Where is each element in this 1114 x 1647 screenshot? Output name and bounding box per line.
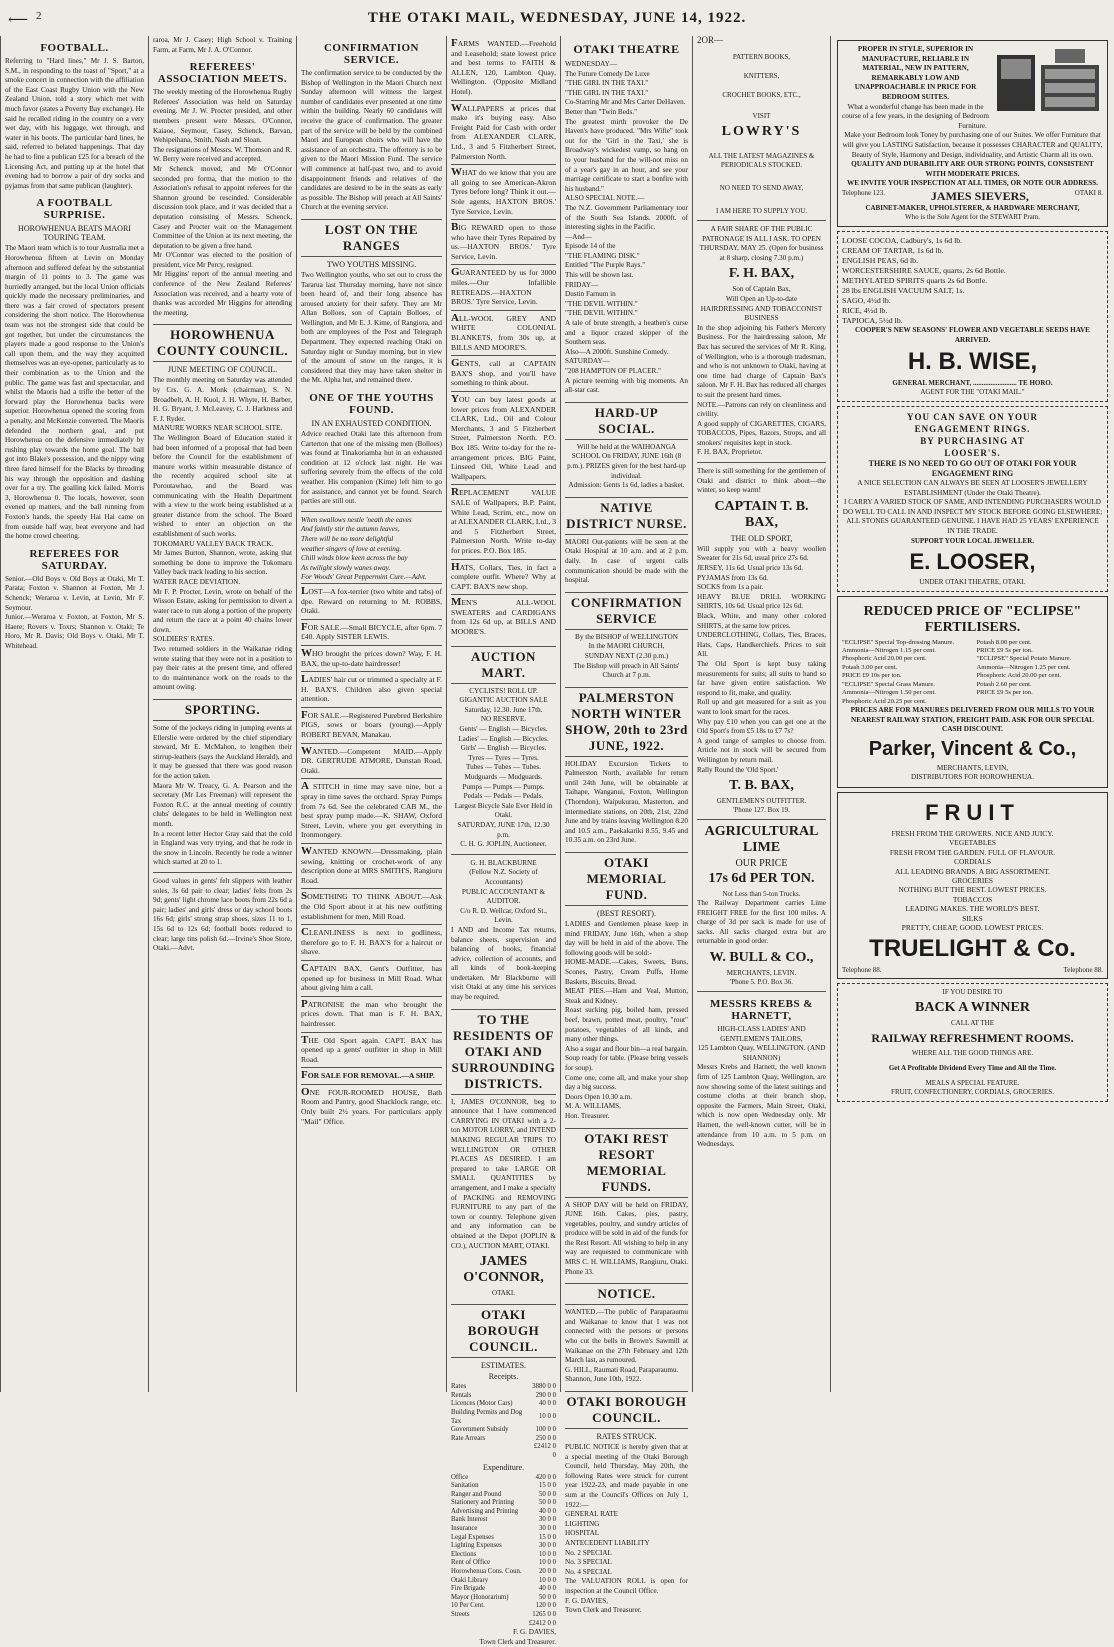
- surprise-article: The Maori team which is to tour Australia met a Horowhenua fifteen at Levin on Monday afternoon and suffered defeat by the substantial margin of 11 points to 3. The game was hurriedly arranged, but the local Union officials quickly made the necessary preliminaries, and there was a fair crowd of spectators present considering the short notice. The Horowhenua team was not the strongest side that could be got together, but under the circumstances the players made a good response to the Union's call upon them, and the way they acquitted themselves was an eye-opener, particularly as to their combination as to the Union and the public. The game was fast and spectacular, and whilst the Maoris had a trifle the better of the forward play the Horowhenua backs were superior. Horowhenua opened the scoring from a penalty, and McKenzie converted. The Maoris defended the northern goal, and put Horowhenua on the defensive immediately by rushing play towards the home goal. The ball got into Blake's possession, and the nippy wing three fared himself for the Blacks by threading his way through the opposition and dashing over for a try. The goalling kick failed. Morris 3, Horowhenua 0. The locals, however, soon evened up matters, and the ball running from Foxton's hands, the speedy Hai Hai came on from outside half way, beat everyone and had the home crowd cheering.: [5, 244, 144, 541]
- table-cell-label: Fire Brigade: [451, 1585, 486, 1593]
- confirmation-heading: CONFIRMATION SERVICE.: [323, 42, 419, 66]
- table-row: [451, 1392, 556, 1401]
- truelight-telephone: Telephone 88.: [842, 966, 882, 975]
- arrow-left-icon: ⟵: [8, 13, 29, 28]
- carrying-ad: I, JAMES O'CONNOR, beg to announce that I have commenced CARRYING IN OTAKI with a 2-ton MOTOR LORRY, and INTEND MAKING REGULAR TRIPS TO WELLINGTON OR OTHER PLACES AS DESIRED. I am prepared to take LARGE OR SMALL QUANTITIES by arrangement, and I make a specialty of PACKING and REMOVING FURNITURE to any part of the town or country. Telephone given and any information can be obtained at the Depot (JOPLIN & CO.), AUCTION MART, OTAKI.: [451, 1097, 556, 1250]
- oconnor-place: OTAKI.: [492, 1289, 515, 1298]
- lime-heading: AGRICULTURAL LIME: [704, 824, 819, 856]
- table-cell-label: Building Permits and Dog Tax: [451, 1408, 523, 1425]
- winner-line: FRUIT, CONFECTIONERY, CORDIALS, GROCERIES.: [891, 1088, 1054, 1097]
- table-cell-label: Legal Expenses: [451, 1533, 494, 1541]
- table-cell-value: 290 0 0: [535, 1391, 556, 1399]
- receipts-label: Receipts.: [488, 1372, 519, 1382]
- looser-sub: UNDER OTAKI THEATRE, OTAKI.: [919, 577, 1026, 586]
- theatre-programme: WEDNESDAY— The Future Comedy De Luxe "THE GIRL IN THE TAXI." "THE GIRL IN THE TAXI." Co-Starring Mr and Mrs Carter DeHaven. Better than "Twin Beds." The greatest mirth provoker the De Haven's have produced. "Mrs Wifie" took out for the 'Girl in the Taxi,' she is Broadway's wickedest vamp, so hang on to your husband for the will-not miss on of a year's gay in an hour, and see your marriage certificate to start a bonfire with his husband." ALSO SPECIAL NOTE.— The N.Z. Government Parliamentary tour of the South Sea Islands. 2000ft. of interesting sights in the Pacific. —And— Episode 14 of the "THE FLAMING DISK." Entitled "The Purple Rays." This will be shown last. FRIDAY— Dustin Farnum in "THE DEVIL WITHIN." "THE DEVIL WITHIN." A tale of brute strength, a heathen's curse and a liquor crazed skipper of the Southern seas. Also—A 2000ft. Sunshine Comedy. SATURDAY— "208 HAMPTON OF PLACER." A picture teeming with big moments. An all-star cast.: [565, 60, 688, 395]
- accounting-ad: I AND and Income Tax returns, balance sheets, supervision and balancing of books, financial advice, collection of accounts, and all kinds of book-keeping undertaken. Mr Blackburne will visit Otaki at any time his services may be required.: [451, 925, 556, 1002]
- classified-ad: A STITCH in time may save nine, but a spray in time saves the orchard. Spray Pumps from 7s 6d. See the celebrated CAB M., the best spray pump made.—K. SHAW, Oxford Street, Levin, where you get everything in Ironmongery.: [301, 778, 442, 843]
- newspaper-title: THE OTAKI MAIL, WEDNESDAY, JUNE 14, 1922.: [367, 9, 747, 26]
- classified-ad: REPLACEMENT VALUE SALE of Wallpapers, B.P. Paint, White Lead, Scrim, etc., now on at ALEXANDER CLARK, Ltd., 3 and 5 Fitzherbert Street, Palmerston North. Write to-day for prices. P.O. Box 185.: [451, 484, 556, 558]
- classified-ad: YOU can buy latest goods at lower prices from ALEXANDER CLARK, Ltd., Oil and Colour Merchants, 3 and 5 Fitzherbert Street, Palmerston North. P.O. Box 185. Write to-day for the re-arrangement prices. BIG Paint, Linseed Oil, White Lead and Wallpapers.: [451, 391, 556, 484]
- table-cell-label: Otaki Library: [451, 1576, 489, 1584]
- column-2: [148, 36, 296, 1392]
- lime-price: 17s 6d PER TON.: [708, 871, 815, 887]
- borough-signature: F. G. DAVIES, Town Clerk and Treasurer.: [479, 1628, 556, 1646]
- wise-price-list: LOOSE COCOA, Cadbury's, 1s 6d lb. CREAM OF TARTAR, 1s 6d lb. ENGLISH PEAS, 6d lb. WORCESTERSHIRE SAUCE, quarts, 2s 6d Bottle. METHYLATED SPIRITS quarts 2s 6d Bottle. 28 lbs ENGLISH VACUUM SALT, 1s. SAGO, 4½d lb. RICE, 4½d lb. TAPIOCA, 5½d lb.: [842, 235, 1006, 325]
- magazines-line: ALL THE LATEST MAGAZINES & PERIODICALS STOCKED.: [708, 152, 815, 169]
- classified-ad: FOR SALE.—Small BICYCLE, after 6pm. 7 £40. Apply SISTER LEWIS.: [301, 619, 442, 645]
- table-cell-label: [451, 1620, 527, 1629]
- tbbax-phone: 'Phone 127. Box 19.: [733, 806, 790, 815]
- bull-phone: 'Phone 5. P.O. Box 36.: [729, 978, 794, 987]
- bull-sub: MERCHANTS, LEVIN.: [726, 969, 797, 978]
- table-row: [451, 1516, 556, 1525]
- resort-notice: A SHOP DAY will be held on FRIDAY, JUNE 16th. Cakes, pies, pastry, vegetables, poultry, and sundry articles of produce will be sold in aid of the funds for the Rest Resort. All wishing to help in any way are requested to communicate with MRS C. H. WILLIAMS, Rangiuru, Otaki. Phone 33.: [565, 1200, 688, 1276]
- resort-heading: OTAKI REST RESORT MEMORIAL FUNDS.: [565, 1128, 688, 1198]
- surprise-heading: A FOOTBALL SURPRISE.: [36, 197, 113, 222]
- table-cell-label: Rentals: [451, 1391, 472, 1399]
- gentle-notice: There is still something for the gentlemen of Otaki and district to think about—the winter, so keep warm!: [697, 467, 826, 495]
- assoc-article: The weekly meeting of the Horowhenua Rugby Referees' Association was held on Saturday evening. Mr J. W. Procter presided, and other members present were Messrs. O'Connor, Kaiaoe, Seymour, Casey, Schenck, Barvan, Wehipeihana, Smith, Nash and Sloan. The resignations of Messrs. W. Thomson and R. W. Berry were received and accepted. Mr Schenck moved, and Mr O'Connor seconded pro forma, that the motion to the Association's refusal to appoint referees for the Shannon ground be rescinded. Considerable discussion took place, and it was decided that a deputation consisting of Messrs. Schenck, Casey and Procter wait on the Management Committee of the Union at its next meeting, the deputation to be given a free hand. Mr O'Connor was elected to the position of president, vice Mr Percy, resigned. Mr Higgins' report of the annual meeting and conference of the New Zealand Referees' Association was received, and a hearty vote of thanks was accorded Mr Higgins for attending the meeting.: [153, 88, 292, 317]
- table-row: [451, 1491, 556, 1500]
- column-3: [296, 36, 446, 1392]
- table-row: [451, 1602, 556, 1611]
- bull-name: W. BULL & CO.,: [709, 950, 814, 966]
- parker-sub: MERCHANTS, LEVIN, DISTRIBUTORS FOR HOROWHENUA.: [910, 763, 1035, 782]
- table-cell-value: 15 0 0: [539, 1533, 556, 1541]
- table-cell-value: 10 0 0: [539, 1559, 556, 1567]
- surprise-subheading: HOROWHENUA BEATS MAORI TOURING TEAM.: [18, 224, 131, 243]
- table-row: [451, 1534, 556, 1543]
- sievers-headline: PROPER IN STYLE, SUPERIOR IN MANUFACTURE, RELIABLE IN MATERIAL, NEW IN PATTERN, REMARKABLY LOW AND UNAPPROACHABLE IN PRICE FOR BEDROOM SUITES.: [854, 45, 977, 101]
- looser-headline: YOU CAN SAVE ON YOUR ENGAGEMENT RINGS. BY PURCHASING AT LOOSER'S.: [906, 412, 1038, 459]
- blackburne-ad: G. H. BLACKBURNE (Fellow N.Z. Society of Accountants) PUBLIC ACCOUNTANT & AUDITOR. C/o R. D. Wellcar, Oxford St., Levin.: [460, 858, 547, 925]
- looser-ad: [837, 406, 1108, 592]
- table-cell-label: Rates: [451, 1383, 467, 1391]
- table-row: [451, 1594, 556, 1603]
- table-cell-value: 10 0 0: [539, 1550, 556, 1558]
- referees-heading: REFEREES FOR SATURDAY.: [29, 547, 120, 572]
- county-heading: HOROWHENUA COUNTY COUNCIL.: [153, 324, 292, 362]
- classified-ad: LOST—A fox-terrier (two white and tabs) of dpe. Reward on returning to M. ROBBS, Otaki.: [301, 583, 442, 619]
- table-row: [451, 1525, 556, 1534]
- classified-ad: GUARANTEED by us for 3000 miles.—Our Infallible RETREADS.—HAXTON BROS.' Tyre Service, Levin.: [451, 264, 556, 309]
- tbbax-ad: Will supply you with a heavy woollen Sweater for 21s 6d, usual price 27s 6d. JERSEY, 11s 6d. Usual price 13s 6d. PYJAMAS from 13s 6d. SOCKS from 1s a pair. HEAVY BLUE DRILL WORKING SHIRTS, 10s 6d. Usual price 12s 6d. Black, White, and many other colored SHIRTS, at the same low prices. UNDERCLOTHING, Collars, Ties, Braces, Hats, Caps, Handkerchiefs. Prices to suit All. The Old Sport is kept busy taking measurements for suits; all suits to hand so far have given entire satisfaction. We respond to fit, make, and quality. Roll up and get measured for a suit as you want to look smart for the races. Why pay £10 when you can get one at the Old Sport's from £5 18s to £7 7s? A good range of samples to choose from. Article not in stock will be secured from Wellington by return mail. Rally Round the 'Old Sport.': [697, 544, 826, 774]
- found-article: Advice reached Otaki late this afternoon from Carterton that one of the missing men (Bolloes) was found at Tinakoriamba hut in an exhausted condition at 12 o'clock last night. He was suffering severely from the effects of the cold weather. His companion (Kime) left him to go for assistance, and cannot yet be found. Search parties are still out.: [301, 430, 442, 506]
- table-cell-label: Ranger and Pound: [451, 1490, 502, 1498]
- sievers-ad: [837, 40, 1108, 227]
- classified-ad: CLEANLINESS is next to godliness, therefore go to F. H. BAX'S for a haircut or shave.: [301, 924, 442, 960]
- classified-ad: MEN'S ALL-WOOL SWEATERS and CARDIGANS from 12s 6d up, at BILLS AND MOORE'S.: [451, 594, 556, 639]
- classified-ad: WALLPAPERS at prices that make it's buying easy. Also Freight Paid for Cash with order from ALEXANDER CLARK, Ltd., 3 and 5 Fitzherbert Street, Palmerston North.: [451, 100, 556, 165]
- fair-share-notice: A FAIR SHARE OF THE PUBLIC PATRONAGE IS ALL I ASK. TO OPEN THURSDAY, MAY 25. (Open for business at 8 sharp, closing 7.30 p.m.): [699, 225, 824, 262]
- classified-ad: WANTED.—Competent MAID.—Apply DR. GERTRUDE ATMORE, Dunstan Road, Otaki.: [301, 743, 442, 779]
- wise-agent: AGENT FOR THE "OTAKI MAIL.": [920, 388, 1025, 397]
- classified-ad: THE Old Sport again. CAPT. BAX has opened up a gents' outfitter in shop in Mill Road.: [301, 1032, 442, 1068]
- lost-subheading: TWO YOUTHS MISSING.: [326, 259, 417, 269]
- table-row: [451, 1482, 556, 1491]
- table-cell-value: 120 0 0: [535, 1602, 556, 1610]
- table-cell-label: Bank Interest: [451, 1516, 488, 1524]
- poem: When swallows nestle 'neath the eaves And faintly stir the autumn leaves, There will be no more delightful weather singers of love at evening. Chill winds blow keen across the bay As twilight slowly wanes away. For Woods' Great Peppermint Cure.—Advt.: [301, 515, 427, 582]
- shoe-store-ad: Good values in gents' felt slippers with leather soles, 3s 6d pair to clear; ladies' felts from 2s 9d; gents' light chrome lace boots from 22s 6d a pair; ladies' and girls' dress or day school boots 16s 6d; girls' strong strap shoes, sizes 11 to 1, 15s 6d to 12s 6d; football boots reduced to clear; large tins polish 6d.—Irvine's Shoe Store, Otaki.—Advt.: [153, 876, 292, 953]
- table-row: [451, 1499, 556, 1508]
- masthead: [0, 0, 1114, 36]
- fruit-heading: FRUIT: [925, 799, 1020, 825]
- column-6: [692, 36, 830, 1392]
- table-cell-label: Insurance: [451, 1525, 478, 1533]
- table-cell-label: Mayor (Honorarium): [451, 1593, 509, 1601]
- classified-ad: HATS, Collars, Ties, in fact a complete outfit. Where? Why at CAPT. BAX'S new shop.: [451, 559, 556, 595]
- table-row: [451, 1585, 556, 1594]
- lowrys-item: PATTERN BOOKS,: [732, 53, 791, 61]
- winner-line: CALL AT THE: [950, 1019, 995, 1028]
- lime-ad: The Railway Department carries Lime FREIGHT FREE for the first 100 miles. A charge of 3d per sack is made for use of sacks. All sacks charged extra but are returnable in good order.: [697, 899, 826, 946]
- table-cell-label: Horowhenua Cons. Coun.: [451, 1568, 522, 1576]
- football-article: Referring to "Hard lines," Mr J. S. Barton, S.M., in responding to the toast of "Sport," at a smoke concert in connection with the affiliation of the East Coast Rugby Union with the New Zealand Union, told a story which met with much favor (states a Poverty Bay exchange). He said he recalled riding in the country on a very wet day, with his luggage, wet through, and water in his boots. The particular hard lines, he said, referred to belated happenings. That day he had to fine a publican £25 for a breach of the Licensing Act, and putting up at the hotel that evening had to borrow a pair of dry socks and pyjamas from that same publican (laughter).: [5, 57, 144, 190]
- winner-line: WHERE ALL THE GOOD THINGS ARE.: [911, 1049, 1034, 1058]
- hardup-heading: HARD-UP SOCIAL.: [565, 402, 688, 440]
- supply-line: I AM HERE TO SUPPLY YOU.: [715, 207, 808, 215]
- table-cell-label: Sanitation: [451, 1482, 479, 1490]
- expenditure-table: [451, 1474, 556, 1629]
- table-cell-value: 40 0 0: [539, 1507, 556, 1515]
- lowrys-item: CROCHET BOOKS, ETC.,: [722, 91, 801, 99]
- rates-subheading: RATES STRUCK.: [596, 1432, 657, 1441]
- assoc-heading: REFEREES' ASSOCIATION MEETS.: [157, 61, 288, 86]
- lime-note: Not Less than 5-ton Trucks.: [722, 890, 801, 899]
- winner-line: IF YOU DESIRE TO: [942, 988, 1003, 997]
- lowrys-item: KNITTERS,: [743, 72, 780, 80]
- winner-line: BACK A WINNER: [915, 1000, 1030, 1016]
- truelight-name: TRUELIGHT & Co.: [869, 935, 1076, 963]
- looser-need: THERE IS NO NEED TO GO OUT OF OTAKI FOR YOUR ENGAGEMENT RING: [868, 459, 1077, 479]
- sievers-line: What a wonderful change has been made in the course of a few years, in the designing of Bedroom Furniture.: [842, 102, 989, 130]
- rates-notice: PUBLIC NOTICE is hereby given that at a special meeting of the Otaki Borough Council, held Thursday, May 20th, the following Rates were struck for current year 1922-23, and made payable in one sum at the Council's Offices on July 1, 1922:— GENERAL RATE LIGHTING HOSPITAL ANTECEDENT LIABILITY No. 2 SPECIAL No. 3 SPECIAL No. 4 SPECIAL The VALUATION ROLL is open for inspection at the Council Office. F. G. DAVIES, Town Clerk and Treasurer.: [565, 1443, 688, 1615]
- table-cell-value: 50 0 0: [539, 1490, 556, 1498]
- table-cell-label: Lighting Expenses: [451, 1542, 502, 1550]
- visit-label: VISIT: [752, 112, 771, 120]
- truelight-telephone: Telephone 88.: [1063, 966, 1103, 975]
- classified-ad: BIG REWARD open to those who have their Tyres Repaired by us.—HAXTON BROS.' Tyre Service, Levin.: [451, 219, 556, 264]
- lowrys-name: LOWRY'S: [721, 124, 802, 139]
- table-cell-value: £2412 0 0: [533, 1443, 556, 1459]
- tbbax-signature-sub: GENTLEMEN'S OUTFITTER.: [716, 797, 807, 806]
- hardup-ad: Will be held at the WAIHOANGA SCHOOL On FRIDAY, JUNE 16th (8 p.m.). PRIZES given for the best hard-up individual. Admission: Gents 1s 6d, ladies a basket.: [567, 442, 686, 490]
- table-row: [451, 1559, 556, 1568]
- table-cell-label: [451, 1443, 530, 1460]
- sievers-body: Make your Bedroom look Toney by purchasing one of our Suites. We offer Furniture that will give you LASTING Satisfaction, because it possesses CHARACTER and QUALITY, Beauty of Style, Harmony and Design, individuality, and Artistic Charm all its own.: [842, 131, 1103, 159]
- table-cell-value: 30 0 0: [539, 1525, 556, 1533]
- oconnor-name: JAMES O'CONNOR,: [463, 1254, 544, 1286]
- table-row: [451, 1551, 556, 1560]
- tbbax-name: CAPTAIN T. B. BAX,: [714, 498, 809, 530]
- confirmation-article: The confirmation service to be conducted by the Bishop of Wellington in the Maori Church next Sunday afternoon will witness the largest number of candidates ever presented at one time within the building. Nearly 60 candidates will receive the grace of confirmation. The greater part of the service will be held by the combined Maori and European choirs who will have the assistance of an orchestra. The offertory is to be given to the Maori Mission Fund. The service will commence at half-past two, and to avoid disappointment friends and relatives of the candidates are desired to be in the seats as early as possible. The Bishop will preach at All Saints' Church at the evening service.: [301, 69, 442, 212]
- table-cell-value: 15 0 0: [539, 1482, 556, 1490]
- looser-support: SUPPORT YOUR LOCAL JEWELLER.: [910, 536, 1035, 545]
- eclipse-ad: [837, 596, 1108, 788]
- classified-ad: FOR SALE FOR REMOVAL.—A SHIP.: [301, 1067, 442, 1084]
- found-subheading: IN AN EXHAUSTED CONDITION.: [311, 419, 432, 429]
- sievers-agent: Who is the Sole Agent for the STEWART Pram.: [905, 212, 1040, 221]
- table-cell-label: Office: [451, 1473, 469, 1481]
- sievers-place: OTAKI 8.: [1074, 188, 1103, 197]
- table-row: [451, 1577, 556, 1586]
- memorial-subheading: (BEST RESORT).: [597, 909, 656, 919]
- nurse-heading: NATIVE DISTRICT NURSE.: [565, 497, 688, 535]
- table-cell-value: 420 0 0: [535, 1473, 556, 1481]
- wise-sub: GENERAL MERCHANT, ......................... TE HORO.: [892, 379, 1053, 388]
- table-cell-value: 100 0 0: [535, 1426, 556, 1434]
- borough-heading: OTAKI BOROUGH COUNCIL.: [451, 1304, 556, 1358]
- table-row: [451, 1409, 556, 1426]
- classified-ad: WANTED KNOWN.—Dressmaking, plain sewing, knitting or crochet-work of any description done at MRS SMITH'S, Rangiuru Road.: [301, 843, 442, 888]
- table-cell-value: 30 0 0: [539, 1542, 556, 1550]
- found-heading: ONE OF THE YOUTHS FOUND.: [309, 392, 434, 417]
- classified-ad: SOMETHING TO THINK ABOUT.—Ask the Old Sport about it at his new outfitting establishment for men, Mill Road.: [301, 888, 442, 924]
- krebs-ad: Messrs Krebs and Harnett, the well known firm of 125 Lambton Quay, Wellington, are now showing some of the latest suitings and costume cloths at their branch shop, opposite the Farmers, Main Street, Otaki, which is now open Wednesday only. Mr Harnett, the well-known cutter, will be in attendance from 10 a.m. to 5 p.m. on Wednesdays.: [697, 1063, 826, 1149]
- classified-ad: WHO brought the prices down? Way, F. H. BAX, the up-to-date hairdresser!: [301, 645, 442, 671]
- tbbax-subheading: THE OLD SPORT,: [730, 533, 793, 543]
- lime-price-label: OUR PRICE: [735, 858, 788, 870]
- parker-name: Parker, Vincent & Co.,: [868, 737, 1077, 760]
- table-row: [451, 1435, 556, 1444]
- table-row: [451, 1426, 556, 1435]
- table-cell-value: 3880 0 0: [532, 1383, 556, 1391]
- bedroom-suite-image: [993, 45, 1103, 115]
- table-row: [451, 1611, 556, 1620]
- borough-subheading: ESTIMATES.: [480, 1361, 527, 1371]
- eclipse-heading: REDUCED PRICE OF "ECLIPSE" FERTILISERS.: [863, 603, 1082, 635]
- table-cell-label: Rent of Office: [451, 1559, 491, 1567]
- tbbax-signature: T. B. BAX,: [729, 778, 794, 794]
- table-row: [451, 1383, 556, 1392]
- lost-heading: LOST ON THE RANGES: [301, 219, 442, 257]
- table-row: [451, 1542, 556, 1551]
- classified-ad: FARMS WANTED.—Freehold and Leasehold; state lowest price and best terms to FAITH & ALLEN, 120, Lambton Quay, Wellington. (Opposite Midland Hotel).: [451, 37, 556, 96]
- sievers-name: JAMES SIEVERS,: [930, 188, 1029, 203]
- sievers-trade: CABINET-MAKER, UPHOLSTERER, & HARDWARE MERCHANT,: [865, 203, 1080, 212]
- holiday-notice: HOLIDAY Excursion Tickets to Palmerston North, available for return until 24th June, will be obtainable at Taihape, Wanganui, Foxton, Wellington (Thorndon), Waipukurau, Masterton, and intermediate stations, on 20th, 21st, 22nd June and by trains leaving Wellington 8.20 and 10.5 a.m., Paekakariki 8.55, 9.45 and 10.35 a.m. on 23rd June.: [565, 759, 688, 845]
- column-4: [446, 36, 560, 1646]
- wise-name: H. B. WISE,: [907, 348, 1038, 376]
- public-notice: WANTED.—The public of Paraparaumu and Waikanae to know that I was not connected with the persons or persons who cut the bells in Brown's Sawmill at Waikanae on the 27th February and 12th March last, as rumoured. G. HILL, Raumati Road, Paraparaumu. Shannon, June 10th, 1922.: [565, 1308, 688, 1384]
- nurse-notice: MAORI Out-patients will be seen at the Otaki Hospital at 10 a.m. and at 2 p.m. daily. In case of urgent calls communication should be made with the hospital.: [565, 537, 688, 585]
- theatre-heading: OTAKI THEATRE: [573, 42, 680, 56]
- winner-line: MEALS A SPECIAL FEATURE.: [925, 1079, 1020, 1088]
- fhbax-ad: In the shop adjoining his Father's Mercery Business. For the hairdressing saloon, Mr Bax has secured the services of Mr R. King, of Wellington, who is a thorough tradesman, and who is not unknown to Otaki, having at one time had charge of Captain Bax's saloon. Mr F. H. Bax has reduced all charges to suit the present hard times. NOTE.—Patrons can rely on cleanliness and civility. A good supply of CIGARETTES, CIGARS, TOBACCOS, Pipes, Razors, Strops, and all smokers' requisites kept in stock. F. H. BAX, Proprietor.: [697, 323, 826, 457]
- classified-ad: FOR SALE.—Registered Purebred Berkshire PIGS, sows or boars (young).—Apply ROBERT BEVAN, Manakau.: [301, 707, 442, 743]
- wise-seeds: COOPER'S NEW SEASONS' FLOWER AND VEGETABLE SEEDS HAVE ARRIVED.: [855, 325, 1090, 344]
- auction-ad: CYCLISTS! ROLL UP. GIGANTIC AUCTION SALE Saturday, 12.30. June 17th. NO RESERVE. Gents' — English — Bicycles. Ladies' — English — Bicycles. Girls' — English — Bicycles. Tyres — Tyres — Tyres. Tubes — Tubes — Tubes. Mudguards — Mudguards. Pumps — Pumps — Pumps. Pedals — Pedals — Pedals. Largest Bicycle Sale Ever Held in Otaki. SATURDAY, JUNE 17th, 12.30 p.m. C. H. G. JOPLIN, Auctioneer.: [454, 686, 553, 849]
- table-cell-value: 10 0 0: [539, 1576, 556, 1584]
- table-cell-value: 250 0 0: [535, 1434, 556, 1442]
- column-5: [560, 36, 692, 1615]
- table-row: [451, 1400, 556, 1409]
- table-row: [451, 1568, 556, 1577]
- table-cell-value: 30 0 0: [539, 1516, 556, 1524]
- eclipse-note: PRICES ARE FOR MANURES DELIVERED FROM OUR MILLS TO YOUR NEAREST RAILWAY STATION, FREIGHT PAID. ASK FOR OUR SPECIAL CASH DISCOUNT.: [850, 705, 1095, 734]
- receipts-table: [451, 1383, 556, 1460]
- fruit-list: FRESH FROM THE GROWERS. NICE AND JUICY. VEGETABLES FRESH FROM THE GARDEN. FULL OF FLAVOUR. CORDIALS ALL LEADING BRANDS. A BIG ASSORTMENT. GROCERIES NOTHING BUT THE BEST. LOWEST PRICES. TOBACCOS LEADING MAKES. THE WORLD'S BEST. SILKS PRETTY, CHEAP, GOOD. LOWEST PRICES.: [889, 828, 1056, 932]
- fhbax-subheading: Son of Captain Bax, Will Open an Up-to-date HAIRDRESSING AND TOBACCONIST BUSINESS: [700, 285, 823, 323]
- classified-ad: PATRONISE the man who brought the prices down. That man is F. H. BAX, hairdresser.: [301, 996, 442, 1032]
- looser-name: E. LOOSER,: [909, 548, 1036, 574]
- column-head: 2OR—: [697, 35, 724, 45]
- confirm-heading: CONFIRMATION SERVICE: [565, 592, 688, 630]
- table-cell-label: Stationery and Printing: [451, 1499, 515, 1507]
- table-cell-value: 10 0 0: [539, 1413, 556, 1421]
- referees-continued: raroa, Mr J. Casey; High School v. Training Farm, at Farm, Mr J. A. O'Connor.: [153, 36, 292, 54]
- truelight-ad: [837, 792, 1108, 979]
- table-cell-value: 20 0 0: [539, 1568, 556, 1576]
- football-heading: FOOTBALL.: [40, 42, 109, 54]
- wise-ad: [837, 231, 1108, 402]
- classified-ad: CAPTAIN BAX, Gent's Outfitter, has opened up for business in Mill Road. What about giving him a call.: [301, 960, 442, 996]
- table-cell-label: Elections: [451, 1550, 477, 1558]
- referees-article: Senior.—Old Boys v. Old Boys at Otaki, Mr T. Parata; Foxton v. Shannon at Foxton, Mr J. Schenck; Weraroa v. Levin, at Levin, Mr F. Seymour. Junior.—Weraroa v. Foxton, at Foxton, Mr S. Haere; Rovers v. Toxrs; Shannon v. Otaki; Te Horo, Mr R. Davis; Old Boys v. Otaki, Mr T. Whitehead.: [5, 574, 144, 650]
- table-cell-value: 1265 0 0: [532, 1611, 556, 1618]
- no-need-line: NO NEED TO SEND AWAY,: [719, 184, 804, 192]
- notice-heading: NOTICE.: [565, 1283, 688, 1305]
- show-heading: PALMERSTON NORTH WINTER SHOW, 20th to 23rd JUNE, 1922.: [565, 687, 688, 757]
- table-row: [451, 1508, 556, 1517]
- table-cell-label: 10 Per Cent.: [451, 1602, 485, 1610]
- sievers-points: QUALITY AND DURABILITY ARE OUR STRONG POINTS, CONSISTENT WITH MODERATE PRICES. WE INVITE YOUR INSPECTION AT ALL TIMES, OR NOTE OUR ADDRESS.: [847, 160, 1098, 188]
- lost-article: Two Wellington youths, who set out to cross the Tararua last Thursday morning, have not since been heard of, and their long absence has aroused anxiety for their safety. They are Mr Allan Bolloes, son of Captain Bolloes, of Wellington, and Mr E. J. Kime, of Rangiora, and both are employees of the Post and Telegraph Department. They expected reaching Otaki on Saturday night or Sunday morning, but in view of the amount of snow on the ranges, it is considered that they may have taken shelter in the Mt. Alpha hut, and remained there.: [301, 270, 442, 385]
- residents-heading: TO THE RESIDENTS OF OTAKI AND SURROUNDING DISTRICTS.: [451, 1009, 556, 1095]
- eclipse-list: "ECLIPSE" Special Top-dressing Manure. Ammonia—Nitrogen 1.15 per cent. Phosphoric Acid 20.00 per cent. Potash 3.00 per cent. PRICE £9 10s per ton. "ECLIPSE" Special Grass Manure. Ammonia—Nitrogen 1.50 per cent. Phosphoric Acid 20.25 per cent. Potash 8.00 per cent. PRICE £9 5s per ton. "ECLIPSE" Special Potato Manure. Ammonia—Nitrogen 1.25 per cent. Phosphoric Acid 20.00 per cent. Potash 2.60 per cent. PRICE £9 5s per ton.: [842, 638, 1072, 705]
- auction-heading: AUCTION MART.: [451, 646, 556, 684]
- fhbax-name: F. H. BAX,: [728, 266, 795, 282]
- confirm-notice: By the BISHOP of WELLINGTON In the MAORI CHURCH, SUNDAY NEXT (2.30 p.m.) The Bishop will preach in All Saints' Church at 7 p.m.: [573, 632, 680, 680]
- table-cell-label: Advertising and Printing: [451, 1507, 519, 1515]
- memorial-heading: OTAKI MEMORIAL FUND.: [565, 852, 688, 906]
- krebs-subheading: HIGH-CLASS LADIES' AND GENTLEMEN'S TAILORS, 125 Lambton Quay, WELLINGTON. (AND SHANNON): [697, 1025, 826, 1062]
- table-cell-label: Government Subsidy: [451, 1426, 509, 1434]
- classified-ad: LADIES' hair cut or trimmed a specialty at F. H. BAX'S. Children also given special attention.: [301, 671, 442, 707]
- table-cell-label: Rate Arrears: [451, 1434, 486, 1442]
- table-cell-value: 50 0 0: [539, 1499, 556, 1507]
- refreshment-ad: [837, 983, 1108, 1102]
- county-subheading: JUNE MEETING OF COUNCIL.: [167, 365, 278, 375]
- table-cell-value: 40 0 0: [539, 1400, 556, 1408]
- rates-heading: OTAKI BOROUGH COUNCIL.: [565, 1391, 688, 1429]
- column-1: [0, 36, 148, 1392]
- looser-body: A NICE SELECTION CAN ALWAYS BE SEEN AT LOOSER'S JEWELLERY ESTABLISHMENT (Under the Otaki Theatre). I CARRY A VARIED STOCK OF SAME, AND INTENDING PURCHASERS WOULD DO WELL TO CALL IN AND INSPECT MY STOCK BEFORE GOING ELSEWHERE; ALL STONES GUARANTEED GENUINE. I HAVE HAD 25 YEARS' EXPERIENCE IN THE TRADE.: [842, 479, 1103, 536]
- table-cell-label: Licences (Motor Cars): [451, 1400, 513, 1408]
- county-article: The monthly meeting on Saturday was attended by Crs. G. A. Monk (chairman), S. N. Broadbelt, A. H. Kuol, J. H. Whyte, H. Barber, H. G. Bryant, J. McLeavey, C. J. Harkness and F. J. Ryder. MANURE WORKS NEAR SCHOOL SITE. The Wellington Board of Education stated it had been informed of a proposal that had been before the Council for the establishment of manure works within measurable distance of the recently acquired school site at Poroutawhao, and the Board was communicating with the Health Department with a view to the work being established at a greater distance from the school. The Board wished to enter an objection on the establishment of such works. TOKOMARU VALLEY BACK TRACK. Mr James Burton, Shannon, wrote, asking that something be done to improve the Tokomaru Valley back track leading to his section. WATER RACE DEVIATION. Mr F. P. Procter, Levin, wrote on behalf of the Wisson Estate, asking for permission to divert a water race to run along a portion of the property and return the race at a point 40 chains lower down. SOLDIERS' RATES. Two returned soldiers in the Waikanae riding wrote stating that they were not in a position to pay their rates at the present time, and offered to do maintenance work on the roads to the amount owing.: [153, 376, 292, 692]
- expenditure-label: Expenditure.: [482, 1462, 525, 1472]
- sporting-heading: SPORTING.: [153, 699, 292, 721]
- classified-ad: ONE FOUR-ROOMED HOUSE, Bath Room and Pantry, good Shacklock range, etc. Only built 2½ years. For particulars apply "Mail" Office.: [301, 1084, 442, 1129]
- krebs-name: MESSRS KREBS & HARNETT,: [710, 998, 813, 1023]
- table-row: [451, 1620, 556, 1629]
- table-row: [451, 1474, 556, 1483]
- classified-ad: ALL-WOOL GREY AND WHITE COLONIAL BLANKETS, from 30s up, at BILLS AND MOORE'S.: [451, 310, 556, 355]
- table-cell-value: 50 0 0: [539, 1593, 556, 1601]
- table-row: [451, 1443, 556, 1460]
- memorial-notice: LADIES and Gentlemen please keep in mind FRIDAY, June 16th, when a shop day will be held in aid of the above. The following goods will be sold:- HOME-MADE.—Cakes, Sweets, Buns, Scones, Pastry, Cream Puffs, Home Baskets, Biscuits, Bread. MEAT PIES.—Ham and Veal, Mutton, Steak and Kidney. Roast sucking pig, boiled ham, pressed beef, brawn, potted meat, poultry, "rout" potatoes, vegetables of all kinds, and many other things. Also a sugar and flour bin—a real bargain. Soup ready for table. (Please bring vessels for soup). Come one, come all, and make your shop day a big success. Doors Open 10.30 a.m. M. A. WILLIAMS, Hon. Treasurer.: [565, 920, 688, 1120]
- winner-line: Get A Profitable Dividend Every Time and All the Time.: [888, 1064, 1057, 1073]
- classified-ad: WHAT do we know that you are all going to see American-Akron Tyres before long? Think it out.—Sole agents, HAXTON BROS.' Tyre Service, Levin.: [451, 164, 556, 219]
- page-number: 2: [36, 10, 42, 22]
- table-cell-label: Streets: [451, 1611, 470, 1618]
- column-7: [830, 36, 1114, 1392]
- sporting-article: Some of the jockeys riding in jumping events at Ellerslie were ordered by the chief stipendiary steward, Mr E. McMahon, to lengthen their stirrup-leathers (says the Auckland Herald), and it may be guessed that there was good reason for the action taken. Maora Mr W. Treacy, G. A. Pearson and the secretary (Mr Les Freeman) will represent the Foxton R.C. at the annual meeting of country clubs' delegates to be held in Wellington next month. In a recent letter Hector Gray said that the cold in England was very trying, and that he rode in the snow in Lincoln. Recently he rode a winner which started at 20 to 1.: [153, 724, 292, 867]
- winner-line: RAILWAY REFRESHMENT ROOMS.: [871, 1031, 1074, 1046]
- classified-ad: GENTS, call at CAPTAIN BAX'S shop, and you'll have something to think about.: [451, 355, 556, 391]
- table-cell-value: 40 0 0: [539, 1585, 556, 1593]
- table-cell-value: £2412 0 0: [528, 1619, 556, 1627]
- sievers-telephone: Telephone 123.: [842, 188, 886, 197]
